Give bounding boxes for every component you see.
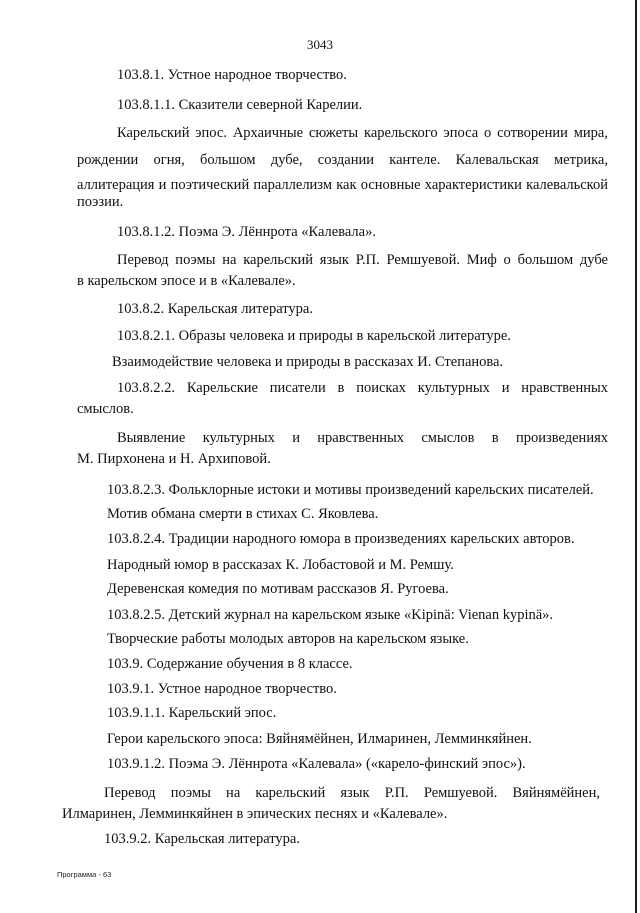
paragraph-karelian-epos-line-3: аллитерация и поэтический параллелизм как основные характеристики калевальской bbox=[77, 177, 608, 193]
heading-8-2-3: 103.8.2.3. Фольклорные истоки и мотивы произведений карельских писателей. bbox=[107, 482, 594, 498]
heading-8-2-5: 103.8.2.5. Детский журнал на карельском языке «Kipinä: Vienan kypinä». bbox=[107, 607, 554, 623]
heading-8-2-2-line-2: смыслов. bbox=[77, 401, 134, 417]
heading-9-1-2: 103.9.1.2. Поэма Э. Лённрота «Калевала» («карело-финский эпос»). bbox=[107, 756, 526, 772]
paragraph-stepanov: Взаимодействие человека и природы в рассказах И. Степанова. bbox=[112, 354, 504, 370]
heading-8-2-1: 103.8.2.1. Образы человека и природы в карельской литературе. bbox=[117, 328, 511, 344]
footer-program-page: Программа - 63 bbox=[57, 870, 112, 879]
heading-9: 103.9. Содержание обучения в 8 классе. bbox=[107, 656, 353, 672]
paragraph-translation-9-line-2: Илмаринен, Лемминкяйнен в эпических песнях и «Калевале». bbox=[62, 806, 448, 822]
page-edge-border bbox=[635, 0, 637, 913]
heading-8-1: 103.8.1. Устное народное творчество. bbox=[117, 67, 347, 83]
page-number: 3043 bbox=[307, 37, 333, 52]
paragraph-identification-line-2: М. Пирхонена и Н. Архиповой. bbox=[77, 451, 271, 467]
paragraph-comedy: Деревенская комедия по мотивам рассказов Я. Ругоева. bbox=[107, 581, 449, 597]
heading-8-2-4: 103.8.2.4. Традиции народного юмора в произведениях карельских авторов. bbox=[107, 531, 575, 547]
paragraph-translation-line-1: Перевод поэмы на карельский язык Р.П. Ремшуевой. Миф о большом дубе bbox=[117, 252, 608, 268]
heading-9-1-1: 103.9.1.1. Карельский эпос. bbox=[107, 705, 277, 721]
paragraph-translation-9-line-1: Перевод поэмы на карельский язык Р.П. Ремшуевой. Вяйнямёйнен, bbox=[104, 785, 600, 801]
paragraph-karelian-epos-line-1: Карельский эпос. Архаичные сюжеты карельского эпоса о сотворении мира, bbox=[117, 125, 608, 141]
paragraph-heroes: Герои карельского эпоса: Вяйнямёйнен, Илмаринен, Лемминкяйнен. bbox=[107, 731, 532, 747]
paragraph-identification-line-1: Выявление культурных и нравственных смыслов в произведениях bbox=[117, 430, 608, 446]
paragraph-yakovlev: Мотив обмана смерти в стихах С. Яковлева. bbox=[107, 506, 379, 522]
heading-8-2-2-line-1: 103.8.2.2. Карельские писатели в поисках культурных и нравственных bbox=[117, 380, 608, 396]
paragraph-humor: Народный юмор в рассказах К. Лобастовой и М. Ремшу. bbox=[107, 557, 454, 573]
paragraph-karelian-epos-line-4: поэзии. bbox=[77, 194, 124, 210]
paragraph-karelian-epos-line-2: рождении огня, большом дубе, создании кантеле. Калевальская метрика, bbox=[77, 152, 608, 168]
heading-8-1-1: 103.8.1.1. Сказители северной Карелии. bbox=[117, 97, 363, 113]
heading-8-2: 103.8.2. Карельская литература. bbox=[117, 301, 313, 317]
heading-9-2: 103.9.2. Карельская литература. bbox=[104, 831, 300, 847]
heading-9-1: 103.9.1. Устное народное творчество. bbox=[107, 681, 337, 697]
paragraph-young-authors: Творческие работы молодых авторов на карельском языке. bbox=[107, 631, 469, 647]
heading-8-1-2: 103.8.1.2. Поэма Э. Лённрота «Калевала». bbox=[117, 224, 376, 240]
paragraph-translation-line-2: в карельском эпосе и в «Калевале». bbox=[77, 273, 296, 289]
